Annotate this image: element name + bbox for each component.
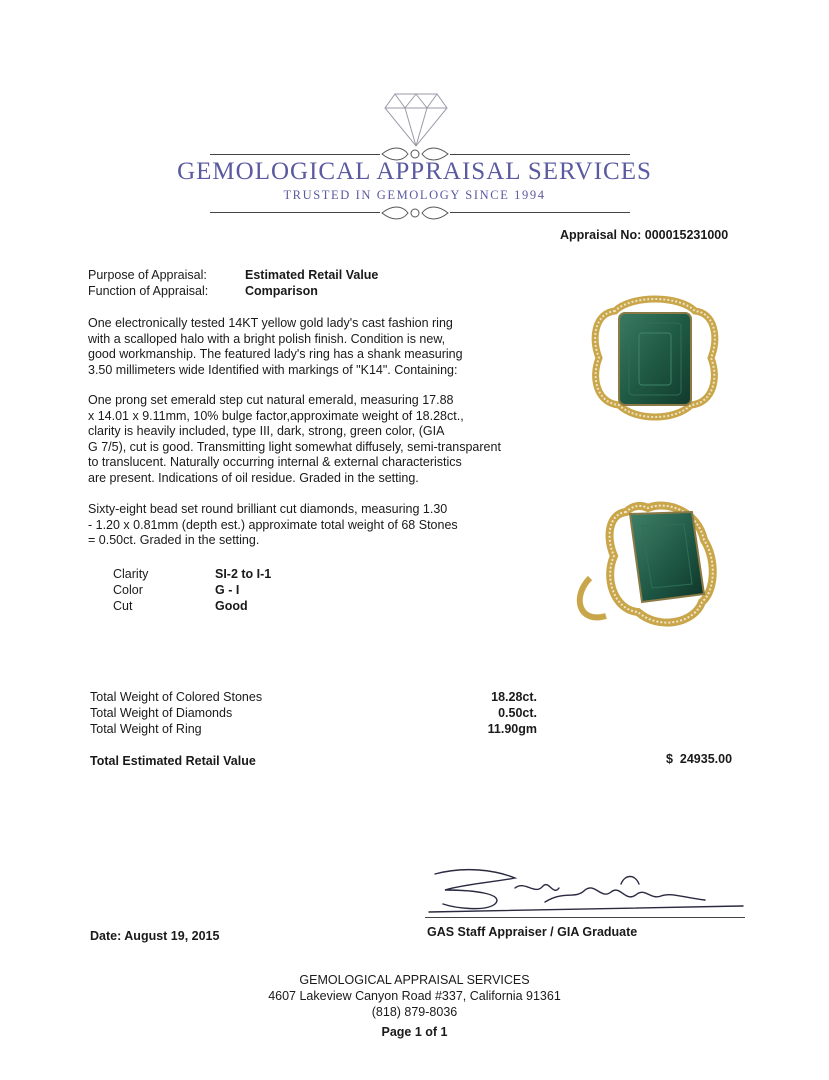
ring-top-view-image xyxy=(585,293,725,423)
description-line: One prong set emerald step cut natural emerald, measuring 17.88 xyxy=(88,393,454,407)
footer-address: 4607 Lakeview Canyon Road #337, California 91361 xyxy=(268,989,561,1003)
description-line: One electronically tested 14KT yellow gold lady's cast fashion ring xyxy=(88,316,453,330)
total-ring-weight-label: Total Weight of Ring xyxy=(90,722,202,736)
appraisal-number xyxy=(560,228,728,242)
retail-value xyxy=(666,752,732,768)
ring-description xyxy=(88,316,558,378)
function-value: Comparison xyxy=(245,284,318,298)
flourish-bottom-icon xyxy=(380,204,450,222)
spec-clarity-label: Clarity xyxy=(113,567,149,581)
description-line: - 1.20 x 0.81mm (depth est.) approximate total weight of 68 Stones xyxy=(88,517,458,532)
total-ring-weight-value: 11.90gm xyxy=(487,722,537,736)
function-label: Function of Appraisal: xyxy=(88,284,209,298)
company-name: GEMOLOGICAL APPRAISAL SERVICES xyxy=(177,158,652,185)
page-number: Page 1 of 1 xyxy=(381,1025,448,1039)
description-line: G 7/5), cut is good. Transmitting light somewhat diffusely, semi-transparent xyxy=(88,439,501,454)
description-line: clarity is heavily included, type III, dark, strong, green color, (GIA xyxy=(88,424,445,439)
description-line: good workmanship. The featured lady's ring has a shank measuring xyxy=(88,347,463,362)
retail-currency: $ xyxy=(666,752,673,766)
header-rule-bottom-right xyxy=(450,212,630,213)
description-line: Sixty-eight bead set round brilliant cut diamonds, measuring 1.30 xyxy=(88,502,448,516)
header-rule-bottom xyxy=(210,212,380,213)
diamond-description xyxy=(88,502,558,549)
logo-diamond-icon xyxy=(383,92,449,148)
description-line: to translucent. Naturally occurring internal & external characteristics xyxy=(88,455,462,470)
spec-color-value: G - I xyxy=(215,583,240,597)
total-colored-stones-label: Total Weight of Colored Stones xyxy=(90,690,263,704)
appraisal-number-value: 000015231000 xyxy=(644,228,729,242)
total-diamonds-value: 0.50ct. xyxy=(498,706,537,720)
header-rule-top-right xyxy=(450,154,630,155)
spec-cut-value: Good xyxy=(215,599,248,613)
date xyxy=(90,929,219,945)
date-value: August 19, 2015 xyxy=(124,929,220,943)
total-diamonds-label: Total Weight of Diamonds xyxy=(90,706,233,720)
retail-amount: 24935.00 xyxy=(679,752,733,766)
description-line: are present. Indications of oil residue. Graded in the setting. xyxy=(88,470,419,485)
signature-image xyxy=(425,860,745,922)
signature-line xyxy=(425,917,745,918)
purpose-value: Estimated Retail Value xyxy=(245,268,379,282)
footer-phone: (818) 879-8036 xyxy=(371,1005,458,1019)
company-tagline: TRUSTED IN GEMOLOGY SINCE 1994 xyxy=(283,188,546,202)
total-colored-stones-value: 18.28ct. xyxy=(491,690,537,704)
footer-company: GEMOLOGICAL APPRAISAL SERVICES xyxy=(299,973,530,987)
signer-title: GAS Staff Appraiser / GIA Graduate xyxy=(427,925,638,939)
description-line: = 0.50ct. Graded in the setting. xyxy=(88,533,260,548)
date-label: Date: xyxy=(90,929,122,943)
spec-color-label: Color xyxy=(113,583,143,597)
spec-clarity-value: SI-2 to I-1 xyxy=(215,567,272,581)
ring-side-view-image xyxy=(568,498,718,636)
spec-cut-label: Cut xyxy=(113,599,133,613)
description-line: 3.50 millimeters wide Identified with markings of "K14". Containing: xyxy=(88,362,458,377)
description-line: x 14.01 x 9.11mm, 10% bulge factor,approximate weight of 18.28ct., xyxy=(88,408,464,423)
description-line: with a scalloped halo with a bright polish finish. Condition is new, xyxy=(88,331,446,346)
emerald-description xyxy=(88,393,558,487)
retail-value-label: Total Estimated Retail Value xyxy=(90,754,256,768)
header-rule-top xyxy=(210,154,380,155)
appraisal-number-label: Appraisal No: xyxy=(560,228,642,242)
purpose-label: Purpose of Appraisal: xyxy=(88,268,207,282)
